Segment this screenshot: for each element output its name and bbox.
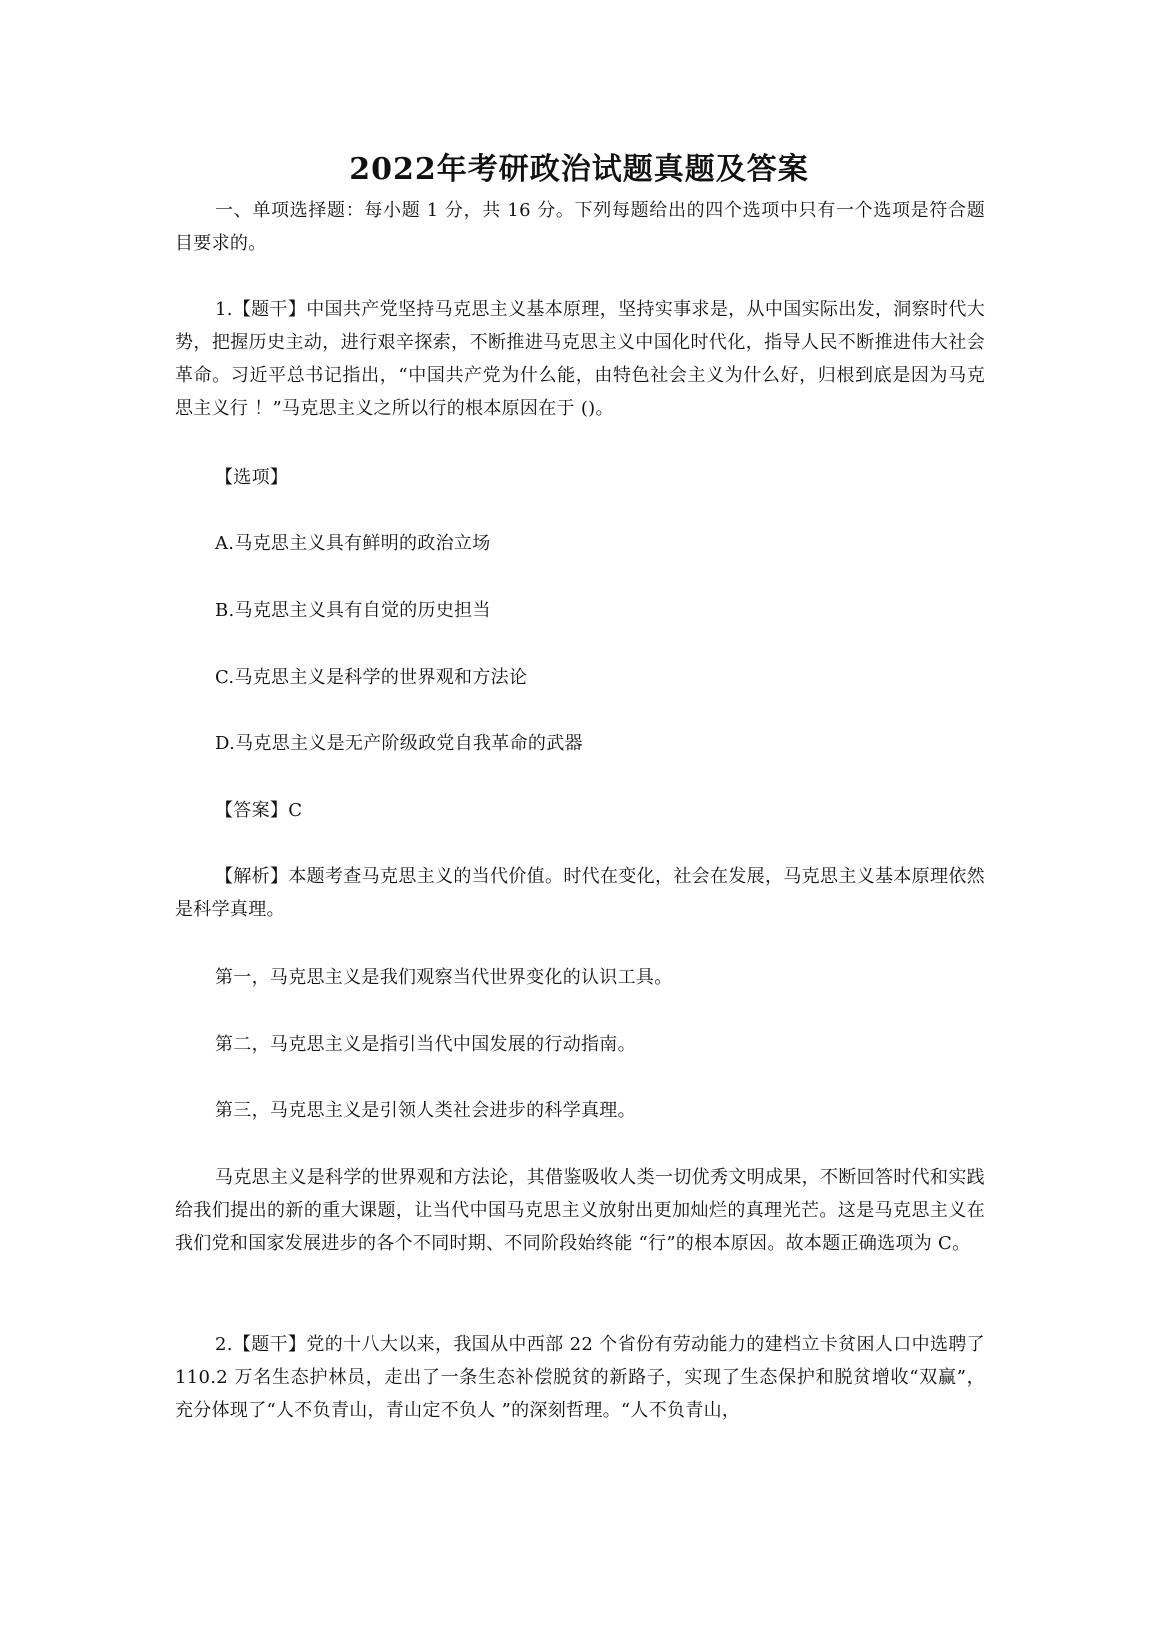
question-1-option-d: D.马克思主义是无产阶级政党自我革命的武器: [215, 733, 583, 754]
question-1-option-b: B.马克思主义具有自觉的历史担当: [215, 600, 491, 621]
question-1-option-c: C.马克思主义是科学的世界观和方法论: [215, 667, 528, 688]
question-1-analysis: 【解析】本题考查马克思主义的当代价值。时代在变化，社会在发展，马克思主义基本原理依然是科学真理。: [175, 866, 985, 920]
question-1-stem: 1.【题干】中国共产党坚持马克思主义基本原理，坚持实事求是，从中国实际出发，洞察时代大势，把握历史主动，进行艰辛探索，不断推进马克思主义中国化时代化，指导人民不断推进伟大社会革命。习近平总书记指出，“中国共产党为什么能，由特色社会主义为什么好，归根到底是因为马克思主义行 ！”马克思主义之所以行的根本原因在于 ()。: [175, 299, 985, 419]
question-1-conclusion: 马克思主义是科学的世界观和方法论，其借鉴吸收人类一切优秀文明成果，不断回答时代和实践给我们提出的新的重大课题，让当代中国马克思主义放射出更加灿烂的真理光芒。这是马克思主义在我们党和国家发展进步的各个不同时期、不同阶段始终能 “行”的根本原因。故本题正确选项为 C。: [175, 1167, 985, 1254]
question-1-point-2: 第二，马克思主义是指引当代中国发展的行动指南。: [215, 1034, 636, 1055]
question-1-point-3: 第三，马克思主义是引领人类社会进步的科学真理。: [215, 1100, 636, 1121]
question-1-options-label: 【选项】: [215, 467, 289, 488]
document-title: 2022年考研政治试题真题及答案: [349, 152, 809, 187]
question-1-answer: 【答案】C: [215, 800, 303, 821]
section-intro: 一、单项选择题：每小题 1 分，共 16 分。下列每题给出的四个选项中只有一个选项是符合题目要求的。: [175, 200, 985, 254]
question-2-stem: 2.【题干】党的十八大以来，我国从中西部 22 个省份有劳动能力的建档立卡贫困人口中选聘了 110.2 万名生态护林员，走出了一条生态补偿脱贫的新路子，实现了生态保护和脱贫增收“双赢”，充分体现了“人不负青山，青山定不负人 ”的深刻哲理。“人不负青山，: [175, 1334, 985, 1421]
question-1-option-a: A.马克思主义具有鲜明的政治立场: [215, 533, 491, 554]
question-1-point-1: 第一，马克思主义是我们观察当代世界变化的认识工具。: [215, 967, 673, 988]
